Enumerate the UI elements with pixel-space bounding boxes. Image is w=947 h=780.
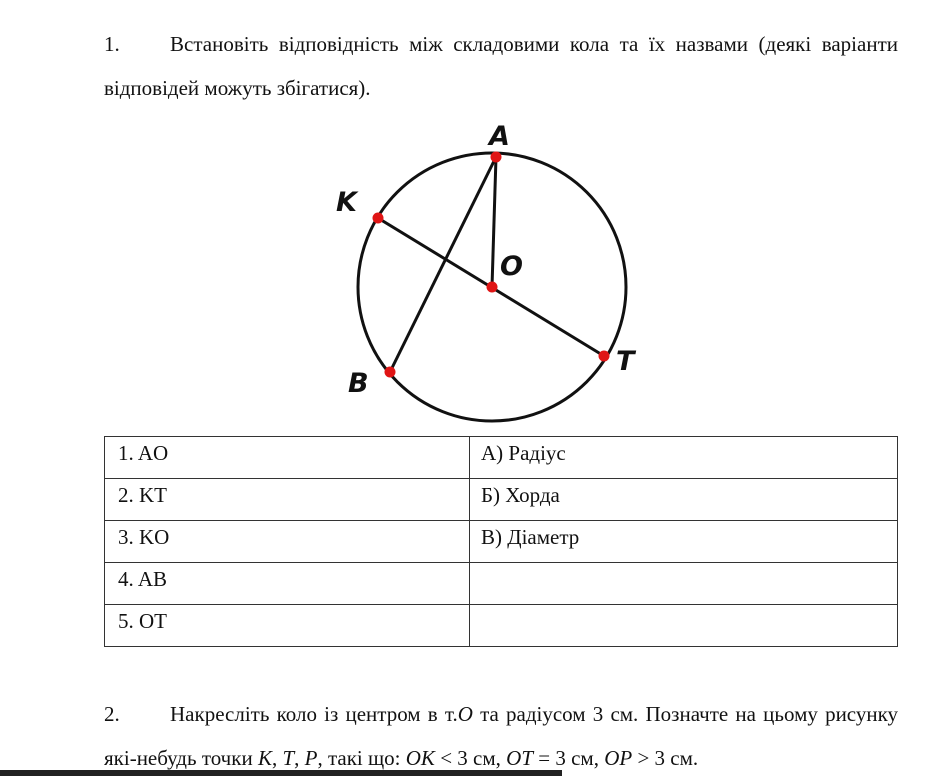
task-2-var-k: K: [257, 746, 272, 770]
page-edge-line: [0, 770, 562, 776]
table-cell-right: [470, 563, 898, 605]
point-k-dot: [373, 213, 384, 224]
table-cell-right: Б) Хорда: [470, 479, 898, 521]
task-2-number: 2.: [104, 702, 120, 726]
table-cell-left: 3. KO: [105, 521, 470, 563]
table-row: [105, 605, 898, 647]
segment-ab: [390, 157, 496, 372]
task-2-text-part: Накресліть коло із центром в т.: [170, 702, 458, 726]
point-a-label: A: [489, 121, 510, 152]
table-cell-right: А) Радіус: [470, 437, 898, 479]
table-cell-left: 2. KT: [105, 479, 470, 521]
task-1-text: Встановіть відповідність між складовими кола та їх назвами (деякі варіанти відповідей можуть збігатися).: [104, 32, 898, 100]
matching-table: [104, 436, 898, 647]
task-2-text: [104, 702, 898, 770]
task-2-text-part: та радіусом 3 см. Позначте на цьому рисунку які-небудь точки: [104, 702, 898, 770]
segment-ao: [492, 157, 496, 287]
point-a-dot: [491, 152, 502, 163]
table-cell-right: В) Діаметр: [470, 521, 898, 563]
table-cell-left: 4. AB: [105, 563, 470, 605]
table-cell-left: 5. OT: [105, 605, 470, 647]
point-b-label: B: [348, 368, 369, 399]
point-t-label: T: [616, 346, 635, 377]
point-b-dot: [385, 367, 396, 378]
task-2-var-ok: OK: [405, 746, 435, 770]
point-o-dot: [487, 282, 498, 293]
task-2-text-part: < 3 см,: [434, 746, 507, 770]
point-k-label: K: [336, 187, 357, 218]
task-1-number: 1.: [104, 32, 120, 56]
table-cell-left: 1. AO: [105, 437, 470, 479]
task-2-var-ot: OT: [506, 746, 534, 770]
table-row: [105, 437, 898, 479]
table-row: [105, 479, 898, 521]
task-2-var-t: T: [282, 746, 295, 770]
task-2-text-part: , такі що:: [317, 746, 406, 770]
task-2-text-part: > 3 см.: [632, 746, 699, 770]
task-2-text-part: ,: [271, 746, 283, 770]
point-t-dot: [599, 351, 610, 362]
table-row: [105, 563, 898, 605]
task-2-text-part: = 3 см,: [533, 746, 605, 770]
task-2-var-op: OP: [604, 746, 633, 770]
point-o-label: O: [500, 251, 523, 282]
task-2-var-p: P: [304, 746, 318, 770]
task-2-text-part: ,: [294, 746, 305, 770]
task-2: [104, 692, 898, 780]
table-cell-right: [470, 605, 898, 647]
task-2-var-o: O: [457, 702, 473, 726]
table-row: [105, 521, 898, 563]
